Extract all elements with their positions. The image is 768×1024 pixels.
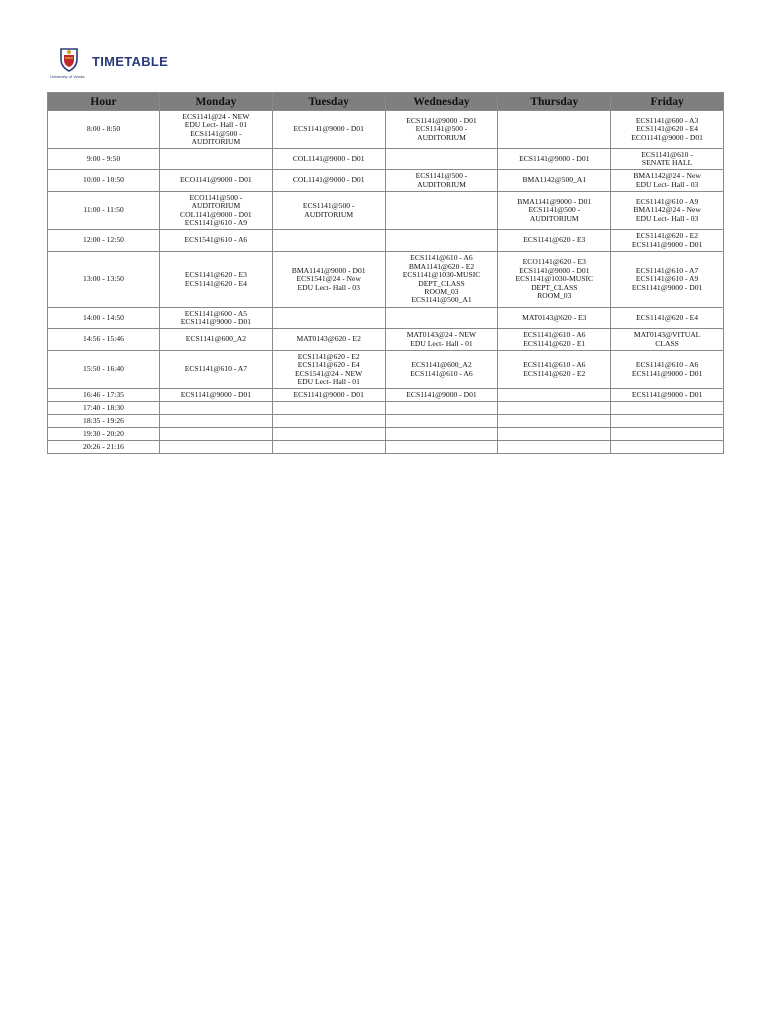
cell-tuesday bbox=[272, 441, 385, 454]
cell-tuesday: ECS1141@620 - E2 ECS1141@620 - E4 ECS1541@24 - NEW EDU Lect- Hall - 01 bbox=[272, 351, 385, 389]
cell-thursday bbox=[498, 428, 611, 441]
cell-wednesday: ECS1141@500 - AUDITORIUM bbox=[385, 170, 498, 192]
hour-cell: 14:00 - 14:50 bbox=[48, 308, 160, 329]
cell-thursday bbox=[498, 441, 611, 454]
cell-wednesday bbox=[385, 428, 498, 441]
hour-cell: 14:56 - 15:46 bbox=[48, 329, 160, 351]
cell-wednesday bbox=[385, 308, 498, 329]
table-row bbox=[48, 252, 724, 308]
cell-monday: ECS1141@620 - E3 ECS1141@620 - E4 bbox=[160, 252, 273, 308]
cell-friday: MAT0143@VITUAL CLASS bbox=[611, 329, 724, 351]
cell-wednesday bbox=[385, 149, 498, 170]
cell-monday: ECS1141@600_A2 bbox=[160, 329, 273, 351]
hour-cell: 11:00 - 11:50 bbox=[48, 192, 160, 230]
table-row bbox=[48, 230, 724, 252]
cell-monday bbox=[160, 441, 273, 454]
cell-monday: ECS1141@610 - A7 bbox=[160, 351, 273, 389]
hour-cell: 9:00 - 9:50 bbox=[48, 149, 160, 170]
cell-tuesday: COL1141@9000 - D01 bbox=[272, 170, 385, 192]
timetable-table bbox=[47, 92, 724, 454]
cell-friday bbox=[611, 415, 724, 428]
hour-cell: 19:30 - 20:20 bbox=[48, 428, 160, 441]
institution-name: University of Venda bbox=[50, 74, 85, 79]
header-row bbox=[48, 93, 724, 111]
cell-monday bbox=[160, 415, 273, 428]
university-logo bbox=[50, 44, 180, 84]
cell-wednesday: ECS1141@9000 - D01 bbox=[385, 389, 498, 402]
cell-thursday bbox=[498, 389, 611, 402]
cell-thursday: ECS1141@620 - E3 bbox=[498, 230, 611, 252]
header-monday: Monday bbox=[160, 93, 273, 111]
table-row bbox=[48, 329, 724, 351]
cell-friday: BMA1142@24 - New EDU Lect- Hall - 03 bbox=[611, 170, 724, 192]
header-hour: Hour bbox=[48, 93, 160, 111]
hour-cell: 15:50 - 16:40 bbox=[48, 351, 160, 389]
cell-wednesday bbox=[385, 230, 498, 252]
cell-thursday: BMA1142@500_A1 bbox=[498, 170, 611, 192]
table-row bbox=[48, 402, 724, 415]
cell-monday bbox=[160, 428, 273, 441]
cell-friday: ECS1141@9000 - D01 bbox=[611, 389, 724, 402]
university-crest-icon bbox=[58, 46, 80, 72]
table-row bbox=[48, 149, 724, 170]
header-wednesday: Wednesday bbox=[385, 93, 498, 111]
cell-friday: ECS1141@610 - SENATE HALL bbox=[611, 149, 724, 170]
cell-tuesday: MAT0143@620 - E2 bbox=[272, 329, 385, 351]
cell-friday bbox=[611, 402, 724, 415]
cell-friday bbox=[611, 441, 724, 454]
cell-friday: ECS1141@610 - A6 ECS1141@9000 - D01 bbox=[611, 351, 724, 389]
cell-monday bbox=[160, 402, 273, 415]
cell-wednesday bbox=[385, 402, 498, 415]
cell-thursday: ECS1141@610 - A6 ECS1141@620 - E1 bbox=[498, 329, 611, 351]
header-friday: Friday bbox=[611, 93, 724, 111]
cell-monday bbox=[160, 149, 273, 170]
cell-friday: ECS1141@600 - A3 ECS1141@620 - E4 ECO1141@9000 - D01 bbox=[611, 111, 724, 149]
cell-monday: ECO1141@9000 - D01 bbox=[160, 170, 273, 192]
table-row bbox=[48, 441, 724, 454]
cell-friday bbox=[611, 428, 724, 441]
cell-tuesday: ECS1141@9000 - D01 bbox=[272, 111, 385, 149]
cell-tuesday bbox=[272, 402, 385, 415]
cell-thursday: ECO1141@620 - E3 ECS1141@9000 - D01 ECS1141@1030-MUSIC DEPT_CLASS ROOM_03 bbox=[498, 252, 611, 308]
cell-thursday bbox=[498, 402, 611, 415]
hour-cell: 12:00 - 12:50 bbox=[48, 230, 160, 252]
cell-tuesday bbox=[272, 415, 385, 428]
cell-wednesday: ECS1141@610 - A6 BMA1141@620 - E2 ECS1141@1030-MUSIC DEPT_CLASS ROOM_03 ECS1141@500_A1 bbox=[385, 252, 498, 308]
table-row bbox=[48, 351, 724, 389]
cell-friday: ECS1141@610 - A9 BMA1142@24 - New EDU Lect- Hall - 03 bbox=[611, 192, 724, 230]
cell-tuesday: BMA1141@9000 - D01 ECS1541@24 - New EDU Lect- Hall - 03 bbox=[272, 252, 385, 308]
cell-thursday: MAT0143@620 - E3 bbox=[498, 308, 611, 329]
hour-cell: 16:46 - 17:35 bbox=[48, 389, 160, 402]
hour-cell: 8:00 - 8:50 bbox=[48, 111, 160, 149]
cell-tuesday bbox=[272, 428, 385, 441]
cell-thursday bbox=[498, 111, 611, 149]
cell-monday: ECS1141@600 - A5 ECS1141@9000 - D01 bbox=[160, 308, 273, 329]
hour-cell: 13:00 - 13:50 bbox=[48, 252, 160, 308]
timetable-title: TIMETABLE bbox=[92, 54, 169, 69]
cell-wednesday bbox=[385, 441, 498, 454]
timetable-body bbox=[48, 111, 724, 454]
hour-cell: 17:40 - 18:30 bbox=[48, 402, 160, 415]
table-row bbox=[48, 192, 724, 230]
cell-wednesday bbox=[385, 415, 498, 428]
cell-tuesday bbox=[272, 230, 385, 252]
cell-thursday: ECS1141@610 - A6 ECS1141@620 - E2 bbox=[498, 351, 611, 389]
cell-monday: ECS1141@24 - NEW EDU Lect- Hall - 01 ECS1141@500 - AUDITORIUM bbox=[160, 111, 273, 149]
cell-monday: ECS1541@610 - A6 bbox=[160, 230, 273, 252]
cell-wednesday bbox=[385, 192, 498, 230]
cell-friday: ECS1141@620 - E2 ECS1141@9000 - D01 bbox=[611, 230, 724, 252]
cell-friday: ECS1141@620 - E4 bbox=[611, 308, 724, 329]
cell-tuesday: ECS1141@9000 - D01 bbox=[272, 389, 385, 402]
cell-thursday bbox=[498, 415, 611, 428]
hour-cell: 20:26 - 21:16 bbox=[48, 441, 160, 454]
header-tuesday: Tuesday bbox=[272, 93, 385, 111]
cell-monday: ECO1141@500 - AUDITORIUM COL1141@9000 - D01 ECS1141@610 - A9 bbox=[160, 192, 273, 230]
table-row bbox=[48, 415, 724, 428]
table-row bbox=[48, 170, 724, 192]
cell-friday: ECS1141@610 - A7 ECS1141@610 - A9 ECS1141@9000 - D01 bbox=[611, 252, 724, 308]
table-row bbox=[48, 389, 724, 402]
cell-thursday: ECS1141@9000 - D01 bbox=[498, 149, 611, 170]
hour-cell: 10:00 - 10:50 bbox=[48, 170, 160, 192]
cell-tuesday bbox=[272, 308, 385, 329]
table-row bbox=[48, 111, 724, 149]
cell-tuesday: ECS1141@500 - AUDITORIUM bbox=[272, 192, 385, 230]
cell-thursday: BMA1141@9000 - D01 ECS1141@500 - AUDITORIUM bbox=[498, 192, 611, 230]
hour-cell: 18:35 - 19:26 bbox=[48, 415, 160, 428]
cell-tuesday: COL1141@9000 - D01 bbox=[272, 149, 385, 170]
cell-monday: ECS1141@9000 - D01 bbox=[160, 389, 273, 402]
table-row bbox=[48, 308, 724, 329]
cell-wednesday: ECS1141@600_A2 ECS1141@610 - A6 bbox=[385, 351, 498, 389]
cell-wednesday: MAT0143@24 - NEW EDU Lect- Hall - 01 bbox=[385, 329, 498, 351]
cell-wednesday: ECS1141@9000 - D01 ECS1141@500 - AUDITORIUM bbox=[385, 111, 498, 149]
table-row bbox=[48, 428, 724, 441]
header-thursday: Thursday bbox=[498, 93, 611, 111]
